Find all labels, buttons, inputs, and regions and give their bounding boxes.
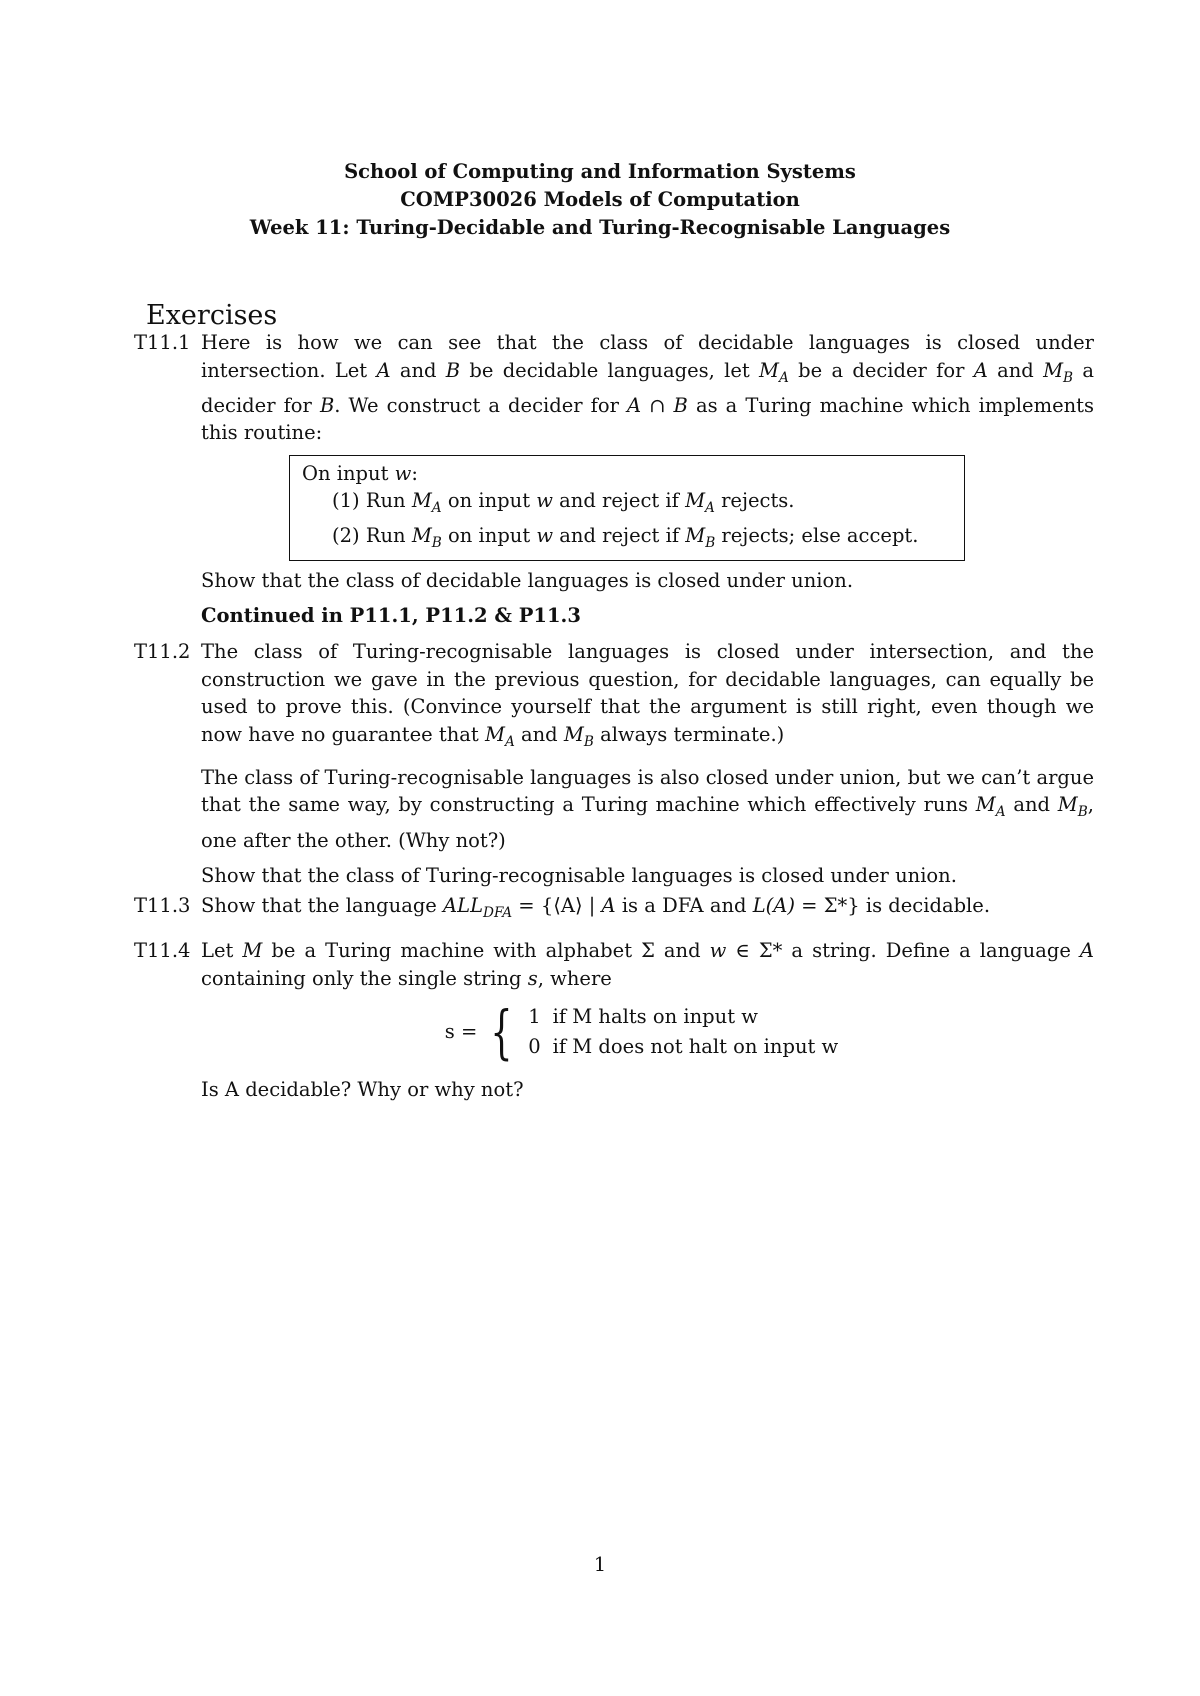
case-value: 0	[528, 1035, 541, 1058]
exercise-number: T11.1	[134, 331, 191, 354]
exercise-paragraph: Show that the class of decidable languages is closed under union.	[201, 568, 854, 592]
piecewise-cases	[528, 1002, 850, 1062]
header-school: School of Computing and Information Systems	[344, 160, 856, 183]
section-title: Exercises	[146, 300, 278, 331]
exercise-question: Is A decidable? Why or why not?	[201, 1078, 524, 1101]
exercise-t11-2	[134, 638, 1094, 898]
exercise-number: T11.2	[134, 640, 191, 663]
case-condition: if M does not halt on input w	[552, 1035, 839, 1058]
exercise-paragraph: Show that the language $ALL_{DFA}$ = {⟨A⟩ | A is a DFA and L(A) = Σ*} is decidable.	[201, 894, 991, 921]
exercise-t11-3	[134, 892, 1094, 935]
exercise-paragraph: Show that the class of Turing-recognisable languages is closed under union.	[201, 864, 957, 888]
document-header	[0, 158, 1200, 242]
exercise-paragraph: Here is how we can see that the class of decidable languages is closed under intersection. Let A and B be decidable languages, let $M_A$ be a decider for A and $M_B$ a decider for B. We construct a decider for A ∩ B as a Turing machine which implements this routine:	[201, 331, 1095, 445]
routine-step-1: (1) Run $M_A$ on input w and reject if $M_A$ rejects.	[332, 488, 795, 516]
exercise-t11-1	[134, 329, 1094, 638]
case-value: 1	[528, 1005, 541, 1028]
exercise-number: T11.3	[134, 894, 191, 917]
exercise-paragraph: The class of Turing-recognisable languages is closed under intersection, and the construction we gave in the previous question, for decidable languages, can equally be used to prove this. (Convince yourself that the argument is still right, even though we now have no guarantee that $M_A$ and $M_B$ always terminate.)	[201, 640, 1094, 750]
piecewise-definition	[201, 998, 1094, 1066]
page-number: 1	[593, 1553, 607, 1576]
header-course: COMP30026 Models of Computation	[400, 188, 800, 211]
piecewise-lhs: s =	[444, 1020, 478, 1044]
exercise-paragraph: The class of Turing-recognisable languages is also closed under union, but we can’t argue that the same way, by constructing a Turing machine which effectively runs $M_A$ and $M_B$, one after the other. (Why not?)	[201, 765, 1094, 852]
exercise-number: T11.4	[134, 939, 191, 962]
routine-input-line: On input w:	[302, 461, 418, 485]
routine-step-2: (2) Run $M_B$ on input w and reject if $M_B$ rejects; else accept.	[332, 523, 919, 551]
exercise-paragraph: Let M be a Turing machine with alphabet Σ and w ∈ Σ* a string. Define a language A containing only the single string s, where	[201, 939, 1095, 990]
exercise-t11-4	[134, 937, 1094, 1112]
case-condition: if M halts on input w	[552, 1005, 758, 1028]
continued-note: Continued in P11.1, P11.2 & P11.3	[201, 604, 581, 628]
header-week-title: Week 11: Turing-Decidable and Turing-Recognisable Languages	[249, 216, 951, 239]
routine-box	[289, 455, 965, 561]
left-brace-icon: {	[490, 998, 513, 1066]
